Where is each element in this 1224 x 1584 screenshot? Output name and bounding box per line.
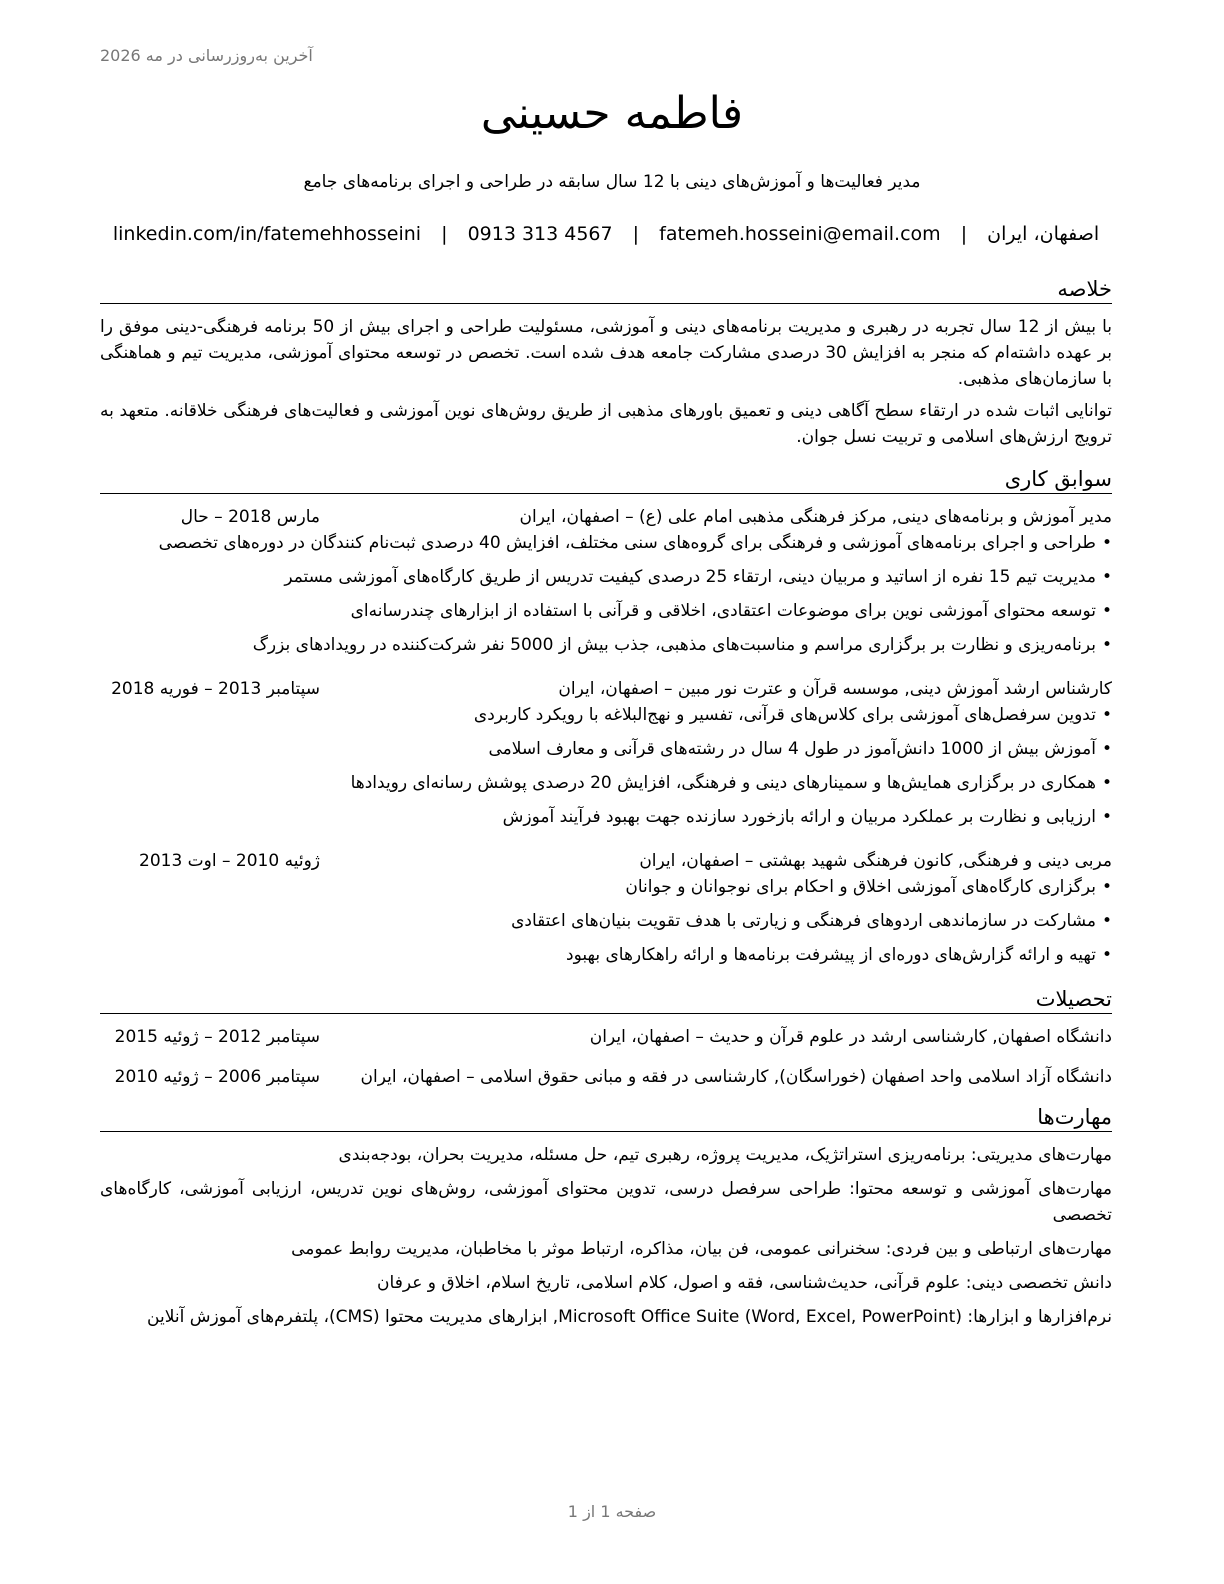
education-text: دانشگاه آزاد اسلامی واحد اصفهان (خوراسگان), کارشناسی در فقه و مبانی حقوق اسلامی – اصفهان، ایران	[360, 1067, 1112, 1087]
candidate-name: فاطمه حسینی	[480, 88, 744, 139]
contact-email[interactable]: fatemeh.hosseini@email.com	[659, 223, 941, 245]
education-entry	[100, 1064, 1112, 1090]
experience-bullets	[100, 702, 1112, 830]
experience-title: مربی دینی و فرهنگی, کانون فرهنگی شهید بهشتی – اصفهان، ایران	[639, 851, 1112, 871]
experience-date: سپتامبر 2013 – فوریه 2018	[111, 679, 320, 699]
bullet-text: ارزیابی و نظارت بر عملکرد مربیان و ارائه بازخورد سازنده جهت بهبود فرآیند آموزش	[502, 807, 1096, 827]
education-date: سپتامبر 2012 – ژوئیه 2015	[114, 1027, 320, 1047]
education-heading: تحصیلات	[100, 986, 1112, 1014]
experience-entry	[100, 504, 1112, 658]
bullet-text: همکاری در برگزاری همایش‌ها و سمینارهای دینی و فرهنگی، افزایش 20 درصدی پوشش رسانه‌ای رویدادها	[350, 773, 1096, 793]
bullet-item	[100, 804, 1112, 830]
bullet-item	[100, 908, 1112, 934]
bullet-text: مشارکت در سازماندهی اردوهای فرهنگی و زیارتی با هدف تقویت بنیان‌های اعتقادی	[511, 911, 1096, 931]
bullet-text: توسعه محتوای آموزشی نوین برای موضوعات اعتقادی، اخلاقی و قرآنی با استفاده از ابزارهای چندرسانه‌ای	[350, 601, 1096, 621]
summary-heading: خلاصه	[100, 276, 1112, 304]
education-date: سپتامبر 2006 – ژوئیه 2010	[114, 1067, 320, 1087]
skill-line: دانش تخصصی دینی: علوم قرآنی، حدیث‌شناسی، فقه و اصول، کلام اسلامی، تاریخ اسلام، اخلاق و عرفان	[377, 1273, 1112, 1293]
bullet-item	[100, 564, 1112, 590]
bullet-item	[100, 702, 1112, 728]
bullet-text: تدوین سرفصل‌های آموزشی برای کلاس‌های قرآنی، تفسیر و نهج‌البلاغه با رویکرد کاربردی	[473, 705, 1096, 725]
contact-location: اصفهان، ایران	[987, 223, 1100, 245]
candidate-tagline: مدیر فعالیت‌ها و آموزش‌های دینی با 12 سال سابقه در طراحی و اجرای برنامه‌های جامع	[303, 172, 921, 192]
bullet-item	[100, 530, 1112, 556]
experience-date: مارس 2018 – حال	[180, 507, 320, 527]
education-entry	[100, 1024, 1112, 1050]
bullet-dot-icon: •	[1101, 911, 1112, 931]
bullet-item	[100, 942, 1112, 968]
bullet-dot-icon: •	[1101, 533, 1112, 553]
bullet-item	[100, 874, 1112, 900]
contact-linkedin[interactable]: linkedin.com/in/fatemehhosseini	[112, 223, 422, 245]
experience-heading: سوابق کاری	[100, 466, 1112, 494]
skill-line: مهارت‌های ارتباطی و بین فردی: سخنرانی عمومی، فن بیان، مذاکره، ارتباط موثر با مخاطبان، مدیریت روابط عمومی	[291, 1239, 1112, 1259]
bullet-dot-icon: •	[1101, 635, 1112, 655]
experience-header	[100, 504, 1112, 530]
experience-bullets	[100, 530, 1112, 658]
bullet-text: برنامه‌ریزی و نظارت بر برگزاری مراسم و مناسبت‌های مذهبی، جذب بیش از 5000 نفر شرکت‌کننده در رویدادهای بزرگ	[252, 635, 1096, 655]
summary-section	[100, 314, 1112, 450]
experience-entry	[100, 676, 1112, 830]
education-header	[100, 1024, 1112, 1050]
skill-line: مهارت‌های آموزشی و توسعه محتوا: طراحی سرفصل درسی، تدوین محتوای آموزشی، روش‌های نوین تدریس، ارزیابی آموزشی، کارگاه‌های تخصصی	[100, 1179, 1112, 1225]
experience-title: کارشناس ارشد آموزش دینی, موسسه قرآن و عترت نور مبین – اصفهان، ایران	[558, 679, 1112, 699]
bullet-text: تهیه و ارائه گزارش‌های دوره‌ای از پیشرفت برنامه‌ها و ارائه راهکارهای بهبود	[566, 945, 1096, 965]
bullet-item	[100, 736, 1112, 762]
bullet-text: مدیریت تیم 15 نفره از اساتید و مربیان دینی، ارتقاء 25 درصدی کیفیت تدریس از طریق کارگاه‌های آموزشی مستمر	[284, 567, 1096, 587]
summary-paragraph: با بیش از 12 سال تجربه در رهبری و مدیریت برنامه‌های دینی و آموزشی، مسئولیت طراحی و اجرای بیش از 50 برنامه فرهنگی-دینی موفق را بر عهده داشته‌ام که منجر به افزایش 30 درصدی مشارکت جامعه هدف شده است. تخصص در توسعه محتوای آموزشی، مدیریت تیم و هماهنگی با سازمان‌های مذهبی.	[100, 317, 1112, 389]
education-header	[100, 1064, 1112, 1090]
bullet-dot-icon: •	[1101, 945, 1112, 965]
contact-separator: |	[632, 223, 640, 245]
experience-header	[100, 848, 1112, 874]
summary-paragraph: توانایی اثبات شده در ارتقاء سطح آگاهی دینی و تعمیق باورهای مذهبی از طریق روش‌های نوین آموزشی و فعالیت‌های فرهنگی خلاقانه. متعهد به ترویج ارزش‌های اسلامی و تربیت نسل جوان.	[100, 401, 1112, 447]
skill-line: مهارت‌های مدیریتی: برنامه‌ریزی استراتژیک، مدیریت پروژه، رهبری تیم، حل مسئله، مدیریت بحران، بودجه‌بندی	[338, 1145, 1112, 1165]
bullet-dot-icon: •	[1101, 601, 1112, 621]
bullet-dot-icon: •	[1101, 705, 1112, 725]
bullet-dot-icon: •	[1101, 877, 1112, 897]
bullet-dot-icon: •	[1101, 807, 1112, 827]
bullet-item	[100, 598, 1112, 624]
experience-date: ژوئیه 2010 – اوت 2013	[139, 851, 320, 871]
bullet-text: برگزاری کارگاه‌های آموزشی اخلاق و احکام برای نوجوانان و جوانان	[625, 877, 1096, 897]
contact-line	[100, 223, 1112, 245]
education-text: دانشگاه اصفهان, کارشناسی ارشد در علوم قرآن و حدیث – اصفهان، ایران	[589, 1027, 1112, 1047]
experience-bullets	[100, 874, 1112, 968]
bullet-dot-icon: •	[1101, 567, 1112, 587]
resume-content	[100, 276, 1112, 1338]
bullet-item	[100, 770, 1112, 796]
bullet-text: آموزش بیش از 1000 دانش‌آموز در طول 4 سال در رشته‌های قرآنی و معارف اسلامی	[488, 739, 1096, 759]
page-number: صفحه 1 از 1	[567, 1502, 657, 1521]
contact-separator: |	[960, 223, 968, 245]
bullet-dot-icon: •	[1101, 739, 1112, 759]
experience-entry	[100, 848, 1112, 968]
experience-title: مدیر آموزش و برنامه‌های دینی, مرکز فرهنگی مذهبی امام علی (ع) – اصفهان، ایران	[519, 507, 1112, 527]
skills-heading: مهارت‌ها	[100, 1104, 1112, 1132]
experience-header	[100, 676, 1112, 702]
skills-section	[100, 1142, 1112, 1330]
contact-separator: |	[441, 223, 448, 245]
bullet-dot-icon: •	[1101, 773, 1112, 793]
bullet-text: طراحی و اجرای برنامه‌های آموزشی و فرهنگی برای گروه‌های سنی مختلف، افزایش 40 درصدی ثبت‌نام کنندگان در دوره‌های تخصصی	[158, 533, 1096, 553]
bullet-item	[100, 632, 1112, 658]
skill-line: نرم‌افزارها و ابزارها: Microsoft Office Suite (Word, Excel, PowerPoint), ابزارهای مدیریت محتوا (CMS)، پلتفرم‌های آموزش آنلاین	[147, 1307, 1112, 1327]
contact-phone[interactable]: 0913 313 4567	[467, 223, 613, 245]
last-updated-note: آخرین به‌روزرسانی در مه 2026	[100, 46, 313, 65]
